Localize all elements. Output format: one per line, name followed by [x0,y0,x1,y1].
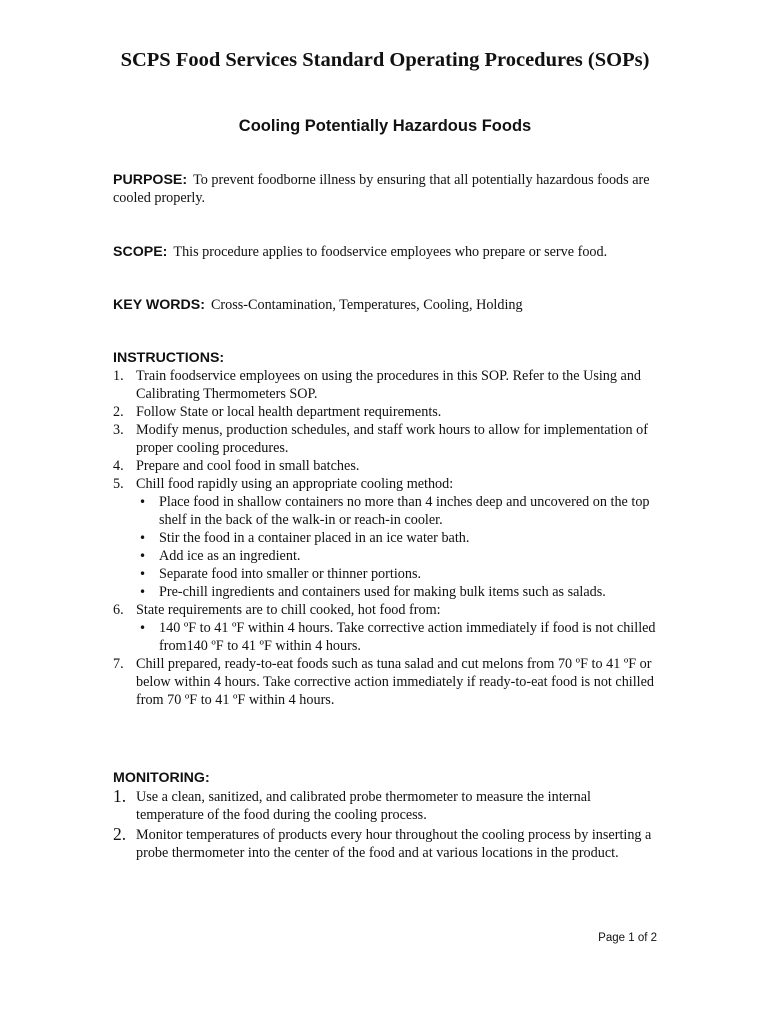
bullet-item [136,565,658,583]
list-item-number: 4. [113,458,124,474]
monitoring-list [113,788,658,864]
list-item [113,475,658,601]
keywords-label: KEY WORDS: [113,297,205,313]
bullet-text: Stir the food in a container placed in an ice water bath. [159,530,470,546]
list-item-text: State requirements are to chill cooked, hot food from: [136,602,441,618]
list-item-number: 3. [113,422,124,438]
list-item-number: 1. [113,368,124,384]
list-item-number: 1. [113,786,127,806]
list-item [113,826,658,862]
list-item-number: 2. [113,824,127,844]
bullet-icon: • [139,495,147,509]
list-item [113,601,658,655]
scope-label: SCOPE: [113,244,168,260]
bullet-item [136,583,658,601]
bullet-item [136,493,658,529]
document-title: SCPS Food Services Standard Operating Procedures (SOPs) [120,49,650,71]
bullet-icon: • [139,567,147,581]
bullet-item [136,547,658,565]
purpose-section [113,171,653,207]
list-item-text: Monitor temperatures of products every hour throughout the cooling process by inserting a probe thermometer into the center of the food and at various locations in the product. [136,827,652,861]
bullet-text: 140 ºF to 41 ºF within 4 hours. Take corrective action immediately if food is not chilled from140 ºF to 41 ºF within 4 hours. [159,620,656,654]
scope-text: This procedure applies to foodservice employees who prepare or serve food. [173,244,608,260]
list-item-text: Prepare and cool food in small batches. [136,458,360,474]
keywords-text: Cross-Contamination, Temperatures, Cooling, Holding [210,297,523,313]
bullet-text: Pre-chill ingredients and containers used for making bulk items such as salads. [159,584,606,600]
list-item-number: 6. [113,602,124,618]
bullet-icon: • [139,621,147,635]
monitoring-heading: MONITORING: [113,770,210,786]
document-subtitle: Cooling Potentially Hazardous Foods [238,117,532,135]
list-item-text: Modify menus, production schedules, and staff work hours to allow for implementation of proper cooling procedures. [136,422,648,456]
purpose-text: To prevent foodborne illness by ensuring that all potentially hazardous foods are cooled properly. [113,172,650,206]
bullet-text: Add ice as an ingredient. [159,548,301,564]
list-item-number: 2. [113,404,124,420]
bullet-item [136,529,658,547]
list-item-text: Use a clean, sanitized, and calibrated probe thermometer to measure the internal temperature of the food during the cooling process. [136,789,591,823]
list-item-text: Chill food rapidly using an appropriate cooling method: [136,476,454,492]
purpose-label: PURPOSE: [113,172,188,188]
bullet-icon: • [139,585,147,599]
list-item [113,457,658,475]
list-item-number: 5. [113,476,124,492]
list-item [113,403,658,421]
list-item [113,421,658,457]
bullet-text: Place food in shallow containers no more than 4 inches deep and uncovered on the top shelf in the back of the walk-in or reach-in cooler. [159,494,650,528]
list-item-text: Follow State or local health department requirements. [136,404,442,420]
bullet-text: Separate food into smaller or thinner portions. [159,566,422,582]
list-item [113,788,658,824]
list-item [113,367,658,403]
page-number: Page 1 of 2 [598,932,657,944]
list-item-text: Chill prepared, ready-to-eat foods such as tuna salad and cut melons from 70 ºF to 41 ºF or below within 4 hours. Take corrective action immediately if ready-to-eat food is not chilled from 70 ºF to 41 ºF within 4 hours. [136,656,655,708]
scope-section [113,243,653,261]
keywords-section [113,296,653,314]
bullet-icon: • [139,549,147,563]
list-item-text: Train foodservice employees on using the procedures in this SOP. Refer to the Using and Calibrating Thermometers SOP. [136,368,642,402]
bullet-icon: • [139,531,147,545]
instructions-list [113,367,658,709]
instructions-heading: INSTRUCTIONS: [113,350,225,366]
temperature-requirements-list [136,619,658,655]
cooling-methods-list [136,493,658,601]
list-item-number: 7. [113,656,124,672]
list-item [113,655,658,709]
bullet-item [136,619,658,655]
